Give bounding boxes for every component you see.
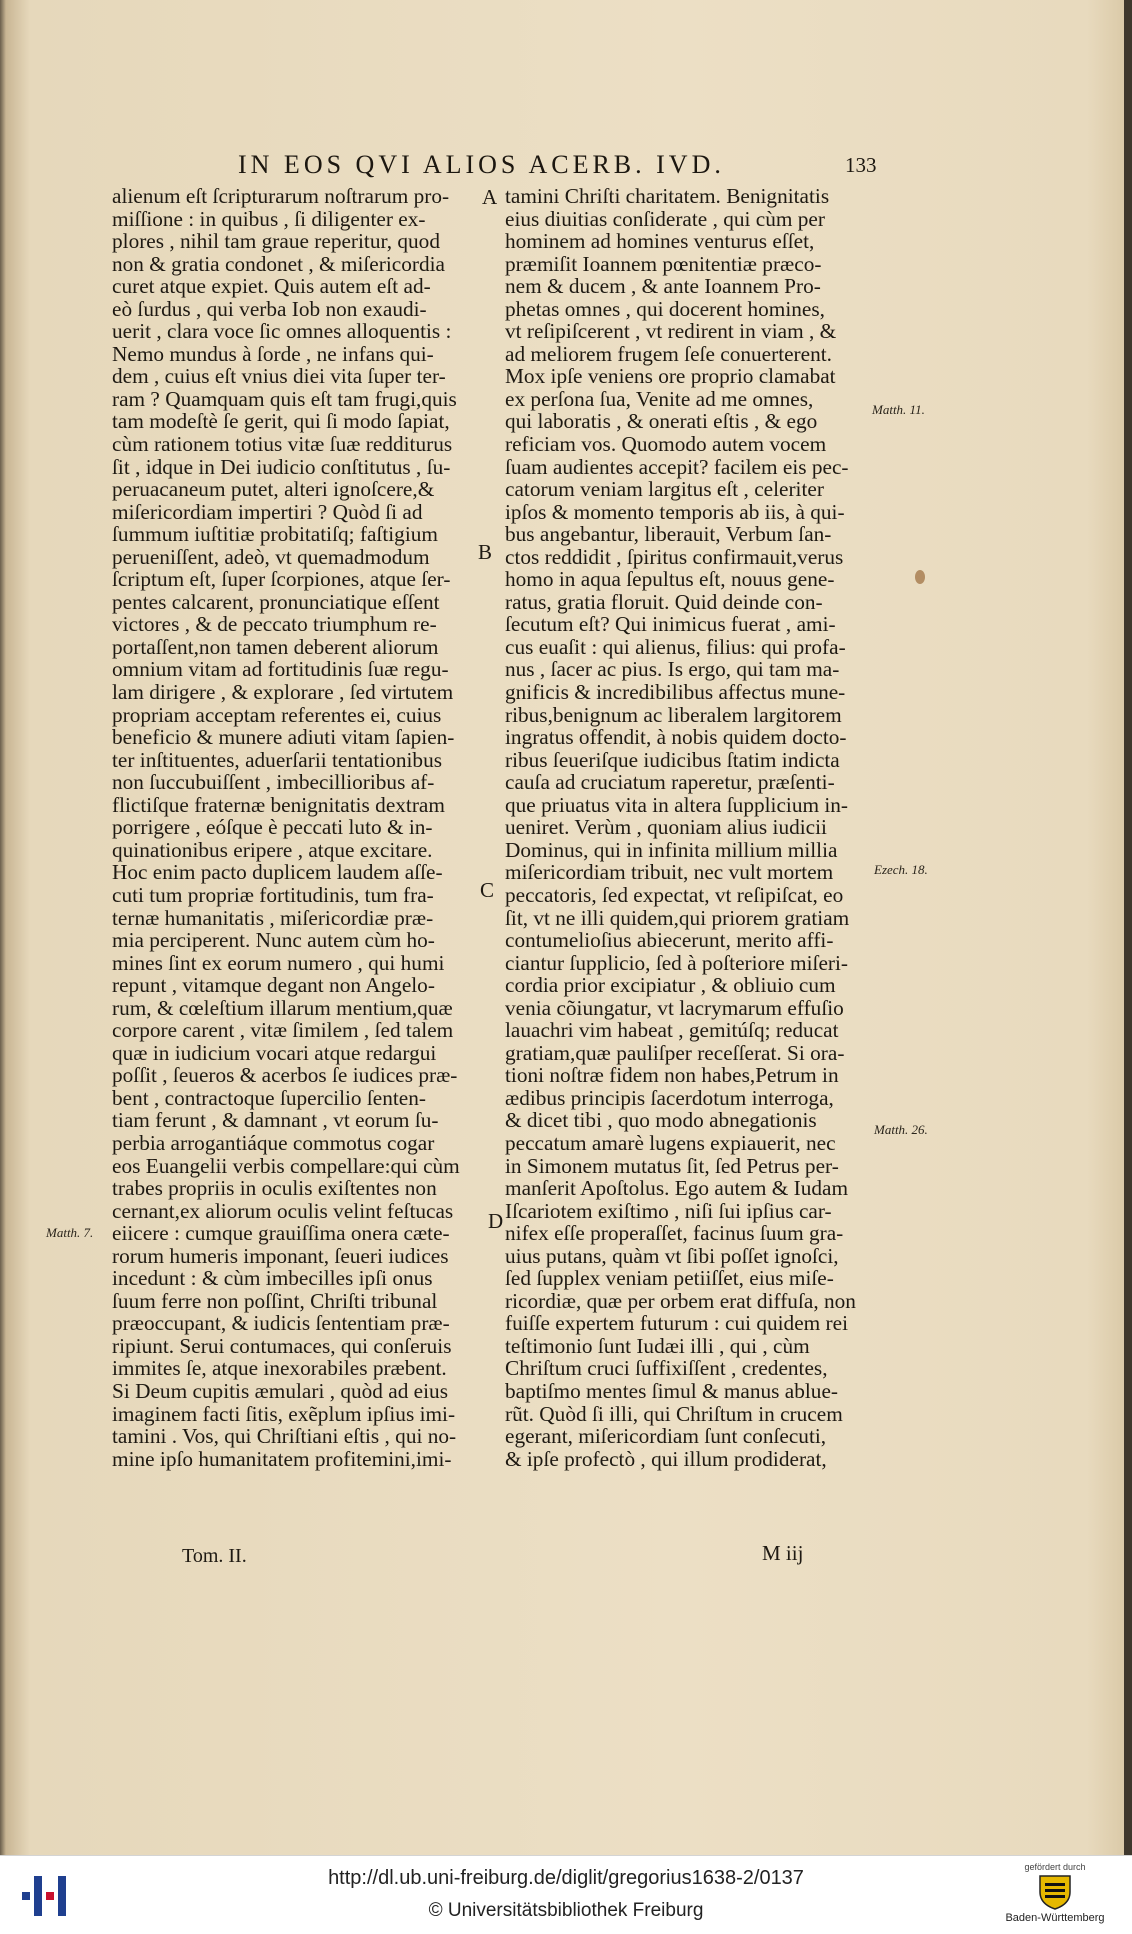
sponsor-label: gefördert durch xyxy=(1024,1862,1086,1872)
text-line: præoccupant, & iudicis ſententiam præ- xyxy=(112,1311,450,1336)
section-letter-a: A xyxy=(482,185,498,209)
text-line: ſit , idque in Dei iudicio conſtitutus , ſu- xyxy=(112,454,451,479)
text-line: contumelioſius abiecerunt, merito affi- xyxy=(505,928,834,953)
text-line: ipſos & momento temporis ab iis, à qui- xyxy=(505,499,845,524)
text-line: ram ? Quamquam quis eſt tam frugi,quis xyxy=(112,386,457,411)
text-line: miſericordiam tribuit, nec vult mortem xyxy=(505,860,834,885)
text-line: ingratus offendit, à nobis quidem docto- xyxy=(505,725,847,750)
text-line: egerant, miſericordiam ſunt conſecuti, xyxy=(505,1424,827,1449)
text-line: tamini . Vos, qui Chriſtiani eſtis , qui no- xyxy=(112,1424,457,1449)
viewer-footer xyxy=(0,1855,1132,1934)
text-line: homo in aqua ſepultus eſt, nouus gene- xyxy=(505,567,835,592)
text-line: Nemo mundus à ſorde , ne infans qui- xyxy=(112,341,434,366)
text-line: catorum veniam largitus eſt , celeriter xyxy=(505,477,824,502)
text-line: teſtimonio ſunt Iudæi illi , qui , cùm xyxy=(505,1333,810,1358)
text-line: bent , contractoque ſupercilio ſenten- xyxy=(112,1085,427,1110)
text-line: mia perciperent. Nunc autem cùm ho- xyxy=(112,928,435,953)
text-line: ex perſona ſua, Venite ad me omnes, xyxy=(505,386,814,411)
text-line: cus euaſit : qui alienus, filius: qui profa- xyxy=(505,634,846,659)
text-line: ueniret. Verùm , quoniam alius iudicii xyxy=(505,815,827,840)
text-line: lam dirigere , & explorare , ſed virtutem xyxy=(112,680,454,705)
text-line: phetas omnes , qui docerent homines, xyxy=(505,296,825,321)
text-line: non & gratia condonet , & miſericordia xyxy=(112,251,445,276)
text-line: eò ſurdus , qui verba Iob non exaudi- xyxy=(112,296,427,321)
sponsor-block xyxy=(985,1862,1125,1932)
volume-signature: Tom. II. xyxy=(182,1545,247,1567)
text-line: curet atque expiet. Quis autem eſt ad- xyxy=(112,274,431,299)
text-line: in Simonem mutatus ſit, ſed Petrus per- xyxy=(505,1153,839,1178)
text-line: repunt , vitamque degant non Angelo- xyxy=(112,973,435,998)
signature-mark: M iij xyxy=(762,1541,804,1565)
text-line: cauſa ad cruciatum raperetur, præſenti- xyxy=(505,770,835,795)
text-line: Iſcariotem exiſtimo , niſi ſui ipſius car- xyxy=(505,1198,832,1223)
text-line: ædibus principis ſacerdotum interroga, xyxy=(505,1085,834,1110)
text-line: ſummum iuſtitiæ probitatiſq; faſtigium xyxy=(112,522,438,547)
text-line: ſuum ferre non poſſint, Chriſti tribunal xyxy=(112,1288,438,1313)
text-line: non ſuccubuiſſent , imbecillioribus af- xyxy=(112,770,435,795)
ink-stain xyxy=(915,570,925,584)
text-line: ctos reddidit , ſpiritus confirmauit,verus xyxy=(505,544,844,569)
text-line: pentes calcarent, pronunciatique eſſent xyxy=(112,589,440,614)
text-line: tamini Chriſti charitatem. Benignitatis xyxy=(505,184,830,208)
text-line: tam modeſtè ſe gerit, qui ſi modo ſapiat, xyxy=(112,409,450,434)
section-letter-c: C xyxy=(480,878,495,902)
text-line: trabes propriis in oculis exiſtentes non xyxy=(112,1176,437,1201)
text-line: peccatum amarè lugens expiauerit, nec xyxy=(505,1130,836,1155)
text-line: propriam acceptam referentes ei, cuius xyxy=(112,702,442,727)
text-line: rorum humeris imponant, ſeueri iudices xyxy=(112,1243,449,1268)
section-letter-b: B xyxy=(478,540,493,564)
text-line: ad meliorem frugem ſeſe conuerterent. xyxy=(505,341,832,366)
margin-note-matth-11: Matth. 11. xyxy=(872,402,925,417)
text-line: uius putans, quàm vt ſibi poſſet ignoſci, xyxy=(505,1243,839,1268)
text-line: & ipſe profectò , qui illum prodiderat, xyxy=(505,1446,827,1471)
section-letter-d: D xyxy=(488,1209,504,1233)
text-line: præmiſit Ioannem pœnitentiæ præco- xyxy=(505,251,822,276)
text-line: fuiſſe expertem futurum : cui quidem rei xyxy=(505,1311,849,1336)
text-line: peccatoris, ſed expectat, vt reſipiſcat, eo xyxy=(505,882,844,907)
text-line: manſerit Apoſtolus. Ego autem & Iudam xyxy=(505,1176,849,1201)
text-line: alienum eſt ſcripturarum noſtrarum pro- xyxy=(112,184,450,208)
text-line: que priuatus vita in altera ſupplicium in- xyxy=(505,792,849,817)
left-text-column xyxy=(112,185,480,1470)
text-line: Hoc enim pacto duplicem laudem aſſe- xyxy=(112,860,443,885)
text-line: hominem ad homines venturus eſſet, xyxy=(505,229,815,254)
text-line: vt reſipiſcerent , vt redirent in viam , & xyxy=(505,319,837,344)
text-line: ribus,benignum ac liberalem largitorem xyxy=(505,702,842,727)
text-line: cùm rationem totius vitæ ſuæ redditurus xyxy=(112,432,453,457)
text-line: peruacaneum putet, alteri ignoſcere,& xyxy=(112,477,435,502)
text-line: gnificis & incredibilibus affectus mune- xyxy=(505,680,846,705)
text-line: plores , nihil tam graue reperitur, quod xyxy=(112,229,440,254)
text-line: miſſione : in quibus , ſi diligenter ex- xyxy=(112,206,426,231)
text-line: nifex eſſe properaſſet, facinus ſuum gra- xyxy=(505,1221,844,1246)
baden-wuerttemberg-crest-icon xyxy=(1038,1874,1072,1910)
text-line: eius diuitias conſiderate , qui cùm per xyxy=(505,206,825,231)
text-line: lauachri vim habeat , gemitúſq; reducat xyxy=(505,1018,839,1043)
text-line: nem & ducem , & ante Ioannem Pro- xyxy=(505,274,821,299)
text-line: ſed ſupplex veniam petiiſſet, eius miſe- xyxy=(505,1266,834,1291)
text-line: ſecutum eſt? Qui inimicus fuerat , ami- xyxy=(505,612,836,637)
text-line: miſericordiam impertiri ? Quòd ſi ad xyxy=(112,499,423,524)
text-line: incedunt : & cùm imbecilles ipſi onus xyxy=(112,1266,433,1291)
text-line: ter inſtituentes, aduerſarii tentationibus xyxy=(112,747,443,772)
text-line: venia cõiungatur, vt lacrymarum effuſio xyxy=(505,995,844,1020)
margin-note-matth-7: Matth. 7. xyxy=(46,1225,94,1240)
text-line: flictiſque fraternæ benignitatis dextram xyxy=(112,792,445,817)
text-line: perbia arrogantiáque commotus cogar xyxy=(112,1130,435,1155)
text-line: qui laboratis , & onerati eſtis , & ego xyxy=(505,409,818,434)
text-line: tiam ferunt , & damnant , vt eorum ſu- xyxy=(112,1108,439,1133)
text-line: cordia prior excipiatur , & obliuio cum xyxy=(505,973,836,998)
copyright-notice: © Universitätsbibliothek Freiburg xyxy=(428,1900,704,1921)
text-line: mine ipſo humanitatem profitemini,imi- xyxy=(112,1446,452,1471)
text-line: ſit, vt ne illi quidem,qui priorem gratiam xyxy=(505,905,850,930)
text-line: ripiunt. Serui contumaces, qui conſeruis xyxy=(112,1333,452,1358)
text-line: porrigere , eóſque è peccati luto & in- xyxy=(112,815,433,840)
right-text-column xyxy=(505,185,877,1470)
text-line: omnium vitam ad fortitudinis ſuæ regu- xyxy=(112,657,449,682)
text-line: ſcriptum eſt, ſuper ſcorpiones, atque ſer- xyxy=(112,567,451,592)
text-line: Dominus, qui in infinita millium millia xyxy=(505,837,838,862)
text-line: victores , & de peccato triumphum re- xyxy=(112,612,437,637)
text-line: poſſit , ſeueros & acerbos ſe iudices præ- xyxy=(112,1063,458,1088)
text-line: ſuam audientes accepit? facilem eis pec- xyxy=(505,454,849,479)
text-line: cuti tum propriæ fortitudinis, tum fra- xyxy=(112,882,434,907)
text-line: imaginem facti ſitis, exẽplum ipſius imi- xyxy=(112,1401,456,1426)
text-line: ternæ humanitatis , miſericordiæ præ- xyxy=(112,905,434,930)
text-line: perueniſſent, adeò, vt quemadmodum xyxy=(112,544,430,569)
text-line: tioni noſtræ fidem non habes,Petrum in xyxy=(505,1063,839,1088)
text-line: ratus, gratia floruit. Quid deinde con- xyxy=(505,589,823,614)
text-line: reficiam vos. Quomodo autem vocem xyxy=(505,432,827,457)
text-line: quinationibus eripere , atque excitare. xyxy=(112,837,433,862)
text-line: beneficio & munere adiuti vitam ſapien- xyxy=(112,725,455,750)
text-line: cernant,ex aliorum oculis velint feſtucas xyxy=(112,1198,454,1223)
running-header: IN EOS QVI ALIOS ACERB. IVD. xyxy=(238,150,725,179)
margin-note-ezech-18: Ezech. 18. xyxy=(874,862,928,877)
text-line: gratiam,quæ pauliſper receſſerat. Si ora- xyxy=(505,1040,845,1065)
text-line: Mox ipſe veniens ore proprio clamabat xyxy=(505,364,836,389)
text-line: nus , ſacer ac pius. Is ergo, qui tam ma- xyxy=(505,657,840,682)
text-line: Si Deum cupitis æmulari , quòd ad eius xyxy=(112,1378,448,1403)
text-line: baptiſmo mentes ſimul & manus ablue- xyxy=(505,1378,839,1403)
text-line: immites ſe, atque inexorabiles præbent. xyxy=(112,1356,447,1381)
text-line: quæ in iudicium vocari atque redargui xyxy=(112,1040,437,1065)
text-line: eos Euangelii verbis compellare:qui cùm xyxy=(112,1153,460,1178)
text-line: portaſſent,non tamen deberent aliorum xyxy=(112,634,439,659)
text-line: ribus ſeueriſque iudicibus ſtatim indicta xyxy=(505,747,840,772)
text-line: Chriſtum cruci ſuffixiſſent , credentes, xyxy=(505,1356,828,1381)
text-line: ricordiæ, quæ per orbem erat diffuſa, non xyxy=(505,1288,856,1313)
text-line: bus angebantur, liberauit, Verbum ſan- xyxy=(505,522,832,547)
permalink-url[interactable]: http://dl.ub.uni-freiburg.de/diglit/gregorius1638-2/0137 xyxy=(328,1867,804,1889)
text-line: dem , cuius eſt vnius diei vita ſuper ter- xyxy=(112,364,446,389)
text-line: & dicet tibi , quo modo abnegationis xyxy=(505,1108,817,1133)
text-line: ciantur ſupplicio, ſed à poſteriore miſeri- xyxy=(505,950,848,975)
sponsor-name: Baden-Württemberg xyxy=(1005,1912,1105,1924)
page-number: 133 xyxy=(845,153,877,177)
margin-note-matth-26: Matth. 26. xyxy=(874,1122,928,1137)
text-line: rum, & cœleſtium illarum mentium,quæ xyxy=(112,995,453,1020)
text-line: eiicere : cumque grauiſſima onera cæte- xyxy=(112,1221,450,1246)
text-line: uerit , clara voce ſic omnes alloquentis : xyxy=(112,319,452,344)
text-line: corpore carent , vitæ ſimilem , ſed talem xyxy=(112,1018,454,1043)
text-line: mines ſint ex eorum numero , qui humi xyxy=(112,950,445,975)
text-line: rũt. Quòd ſi illi, qui Chriſtum in crucem xyxy=(505,1401,843,1426)
page-edge xyxy=(1124,0,1132,1855)
